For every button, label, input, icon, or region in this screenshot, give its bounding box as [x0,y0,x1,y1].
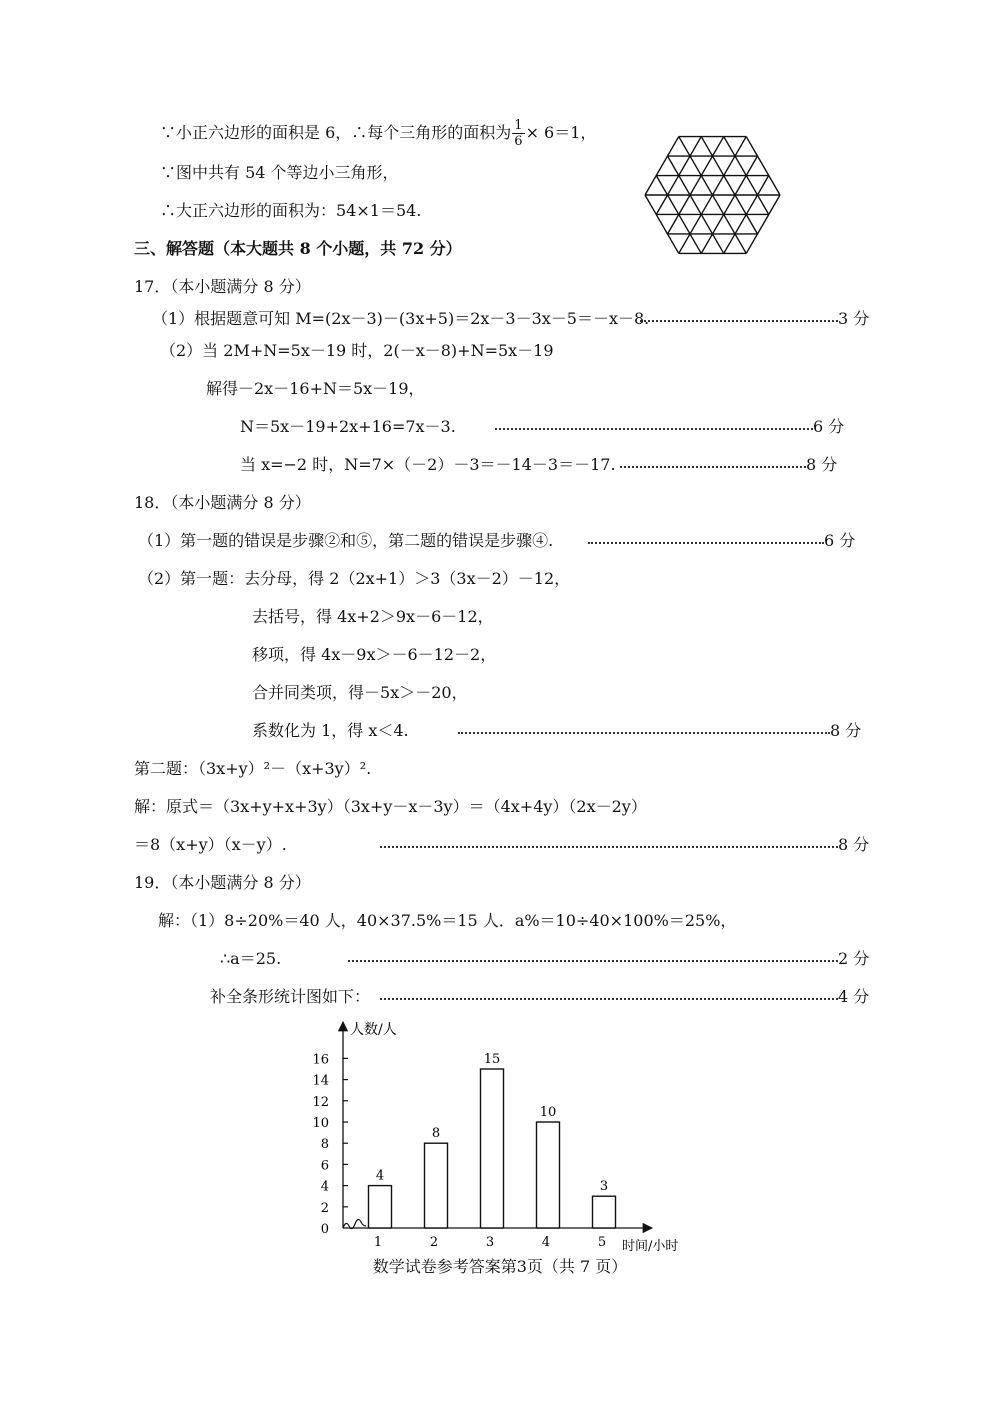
bar [593,1196,616,1228]
q17-leader-4 [495,428,813,430]
y-tick-label: 6 [320,1158,329,1174]
q17-line-3: 解得－2x－16+N＝5x－19， [206,379,425,398]
bar [537,1122,560,1228]
y-tick-label: 2 [320,1200,329,1216]
q18-line-2: （2）第一题：去分母，得 2（2x+1）＞3（3x－2）－12， [138,569,571,588]
bar-data-label: 10 [539,1105,557,1120]
q18-line-7: 第二题：（3x+y）²－（x+3y）². [134,759,372,778]
q18-score-1: 6 分 [824,531,856,550]
q19-heading: 19．（本小题满分 8 分） [134,873,311,892]
fraction: $\frac{1}{6}$ [514,118,523,149]
bar-data-label: 15 [483,1052,501,1067]
y-tick-label: 8 [320,1137,329,1153]
line-a3: ∴大正六边形的面积为：54×1＝54. [160,201,422,220]
x-tick-label: 4 [541,1235,551,1250]
q18-score-6: 8 分 [830,721,862,740]
q18-line-9: ＝8（x+y）（x－y）. [134,835,287,854]
y-tick-label: 16 [312,1052,329,1068]
q17-line-1: （1）根据题意可知 M=(2x－3)－(3x+5)＝2x－3－3x－5＝－x－8. [152,309,650,328]
x-axis-label: 时间/小时 [622,1239,679,1254]
q18-leader-1 [588,542,824,544]
hexagon-figure [640,130,785,260]
q17-leader-5 [620,466,806,468]
y-tick-label: 10 [312,1116,329,1131]
q18-leader-9 [380,846,838,848]
bar-chart [300,1010,700,1260]
line-a2: ∵图中共有 54 个等边小三角形， [160,163,399,182]
bar [369,1186,392,1228]
q18-leader-6 [458,732,830,734]
q19-leader-3 [380,998,838,1000]
hex-grid-line [668,156,724,253]
q17-line-4: N＝5x－19+2x+16=7x－3. [240,417,456,436]
x-tick-label: 2 [429,1235,439,1250]
q17-score-1: 3 分 [838,309,870,328]
hex-grid-line [701,156,757,253]
q18-line-8: 解：原式＝（3x+y+x+3y）（3x+y－x－3y）＝（4x+4y）（2x－2y） [134,797,647,816]
line-a1: ∵小正六边形的面积是 6，∴每个三角形的面积为 $\frac{1}{6}$ × 6＝1， [160,118,597,149]
bar-data-label: 3 [599,1179,609,1195]
bar-data-label: 8 [431,1126,441,1142]
q18-line-5: 合并同类项，得－5x＞－20， [252,683,468,702]
bar [425,1143,448,1228]
q18-heading: 18．（本小题满分 8 分） [134,493,311,512]
q19-line-1: 解：（1）8÷20%＝40 人，40×37.5%＝15 人．a%＝10÷40×100%＝25%， [158,911,737,930]
q18-line-1: （1）第一题的错误是步骤②和⑤，第二题的错误是步骤④. [138,531,554,550]
q17-score-4: 6 分 [813,417,845,436]
q18-line-6: 系数化为 1，得 x＜4. [252,721,409,740]
axis-break-icon [343,1219,366,1228]
y-tick-label: 14 [312,1073,329,1089]
y-tick-label: 12 [312,1094,329,1110]
bar [481,1069,504,1228]
q19-leader-2 [348,960,838,962]
q19-line-3: 补全条形统计图如下： [210,987,371,1006]
section-title: 三、解答题（本大题共 8 个小题，共 72 分） [134,239,462,258]
q19-score-3: 4 分 [838,987,870,1006]
hex-grid-line [701,137,757,234]
hex-grid-line [668,137,724,234]
x-tick-label: 5 [597,1235,607,1250]
page-footer: 数学试卷参考答案第3页（共 7 页） [372,1257,628,1276]
y-axis-label: 人数/人 [350,1022,397,1038]
q17-score-5: 8 分 [806,455,838,474]
q17-line-2: （2）当 2M+N=5x－19 时，2(－x－8)+N=5x－19 [160,341,554,360]
y-tick-label: 4 [320,1179,329,1195]
q19-line-2: ∴a＝25. [220,949,282,968]
y-tick-label: 0 [320,1222,329,1237]
x-tick-label: 3 [485,1235,495,1250]
q19-score-2: 2 分 [838,949,870,968]
q17-line-5: 当 x=−2 时，N=7×（－2）－3＝－14－3＝－17. [240,455,616,474]
x-tick-label: 1 [373,1235,383,1250]
q17-leader-1 [640,320,838,322]
q18-score-9: 8 分 [838,835,870,854]
bar-data-label: 4 [375,1168,385,1184]
q18-line-4: 移项，得 4x－9x＞－6－12－2， [252,645,497,664]
q18-line-3: 去括号，得 4x+2＞9x－6－12， [252,607,494,626]
q17-heading: 17．（本小题满分 8 分） [134,277,311,296]
